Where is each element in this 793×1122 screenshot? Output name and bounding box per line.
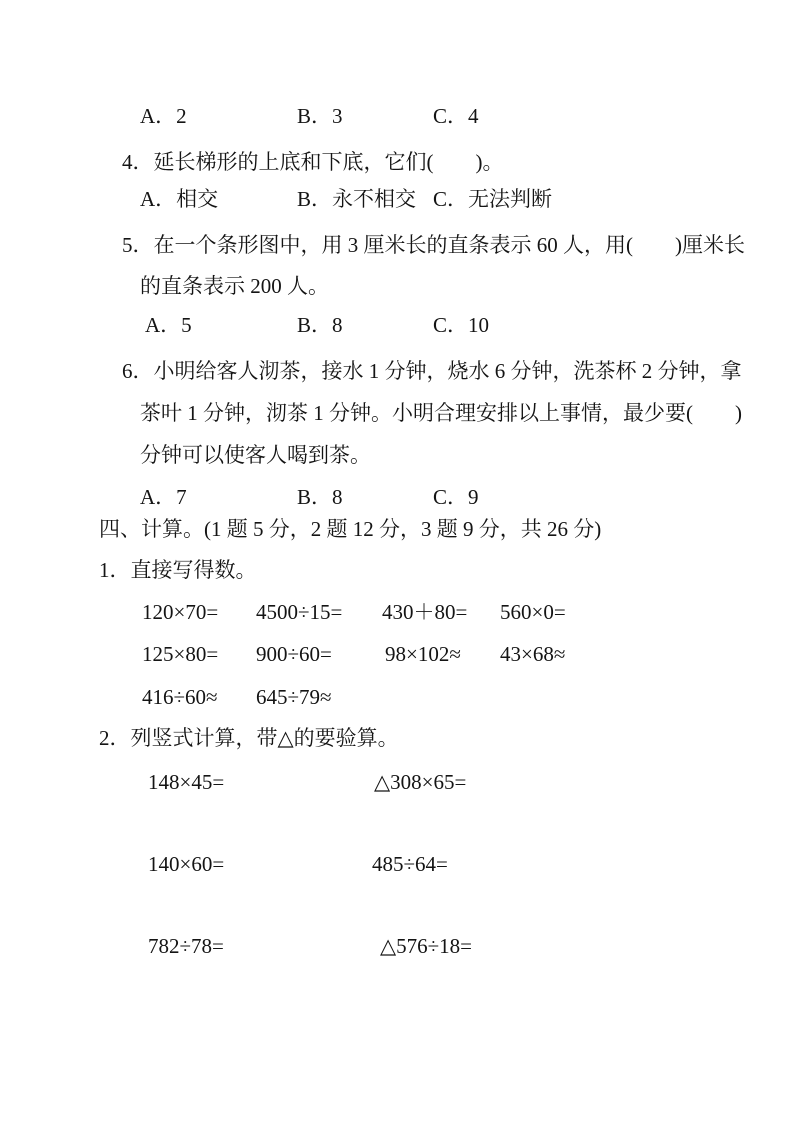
item-1-header: 1．直接写得数。: [99, 558, 257, 582]
vertical-calc-r1c2: △308×65=: [374, 770, 467, 794]
q6-option-c: C．9: [433, 485, 479, 509]
question-5-line-2: 的直条表示 200 人。: [140, 274, 329, 298]
q3-option-c: C．4: [433, 104, 479, 128]
question-6-line-1: 6．小明给客人沏茶，接水 1 分钟，烧水 6 分钟，洗茶杯 2 分钟，拿: [122, 359, 742, 383]
vertical-calc-r2c2: 485÷64=: [372, 852, 448, 876]
q4-option-b: B．永不相交: [297, 187, 417, 211]
calc-expression-r2c2: 900÷60=: [256, 642, 332, 666]
calc-expression-r2c4: 43×68≈: [500, 642, 566, 666]
q6-option-b: B．8: [297, 485, 343, 509]
question-4-text: 4．延长梯形的上底和下底，它们( )。: [122, 150, 504, 174]
q3-option-b: B．3: [297, 104, 343, 128]
calc-expression-r1c2: 4500÷15=: [256, 600, 343, 624]
calc-expression-r1c3: 430＋80=: [382, 600, 468, 624]
q3-option-a: A．2: [140, 104, 187, 128]
question-5-line-1: 5．在一个条形图中，用 3 厘米长的直条表示 60 人，用( )厘米长: [122, 233, 745, 257]
calc-expression-r1c1: 120×70=: [142, 600, 219, 624]
item-2-header: 2．列竖式计算，带△的要验算。: [99, 726, 399, 750]
vertical-calc-r3c1: 782÷78=: [148, 934, 224, 958]
vertical-calc-r2c1: 140×60=: [148, 852, 225, 876]
calc-expression-r3c2: 645÷79≈: [256, 685, 332, 709]
calc-expression-r2c1: 125×80=: [142, 642, 219, 666]
calc-expression-r1c4: 560×0=: [500, 600, 566, 624]
question-6-line-3: 分钟可以使客人喝到茶。: [140, 443, 371, 467]
q6-option-a: A．7: [140, 485, 187, 509]
q5-option-a: A．5: [145, 313, 192, 337]
question-6-line-2: 茶叶 1 分钟，沏茶 1 分钟。小明合理安排以上事情，最少要( ): [140, 401, 742, 425]
vertical-calc-r1c1: 148×45=: [148, 770, 225, 794]
calc-expression-r3c1: 416÷60≈: [142, 685, 218, 709]
section-4-header: 四、计算。(1 题 5 分，2 题 12 分，3 题 9 分，共 26 分): [99, 517, 602, 541]
q4-option-a: A．相交: [140, 187, 219, 211]
q4-option-c: C．无法判断: [433, 187, 553, 211]
q5-option-b: B．8: [297, 313, 343, 337]
q5-option-c: C．10: [433, 313, 490, 337]
calc-expression-r2c3: 98×102≈: [385, 642, 461, 666]
vertical-calc-r3c2: △576÷18=: [380, 934, 473, 958]
